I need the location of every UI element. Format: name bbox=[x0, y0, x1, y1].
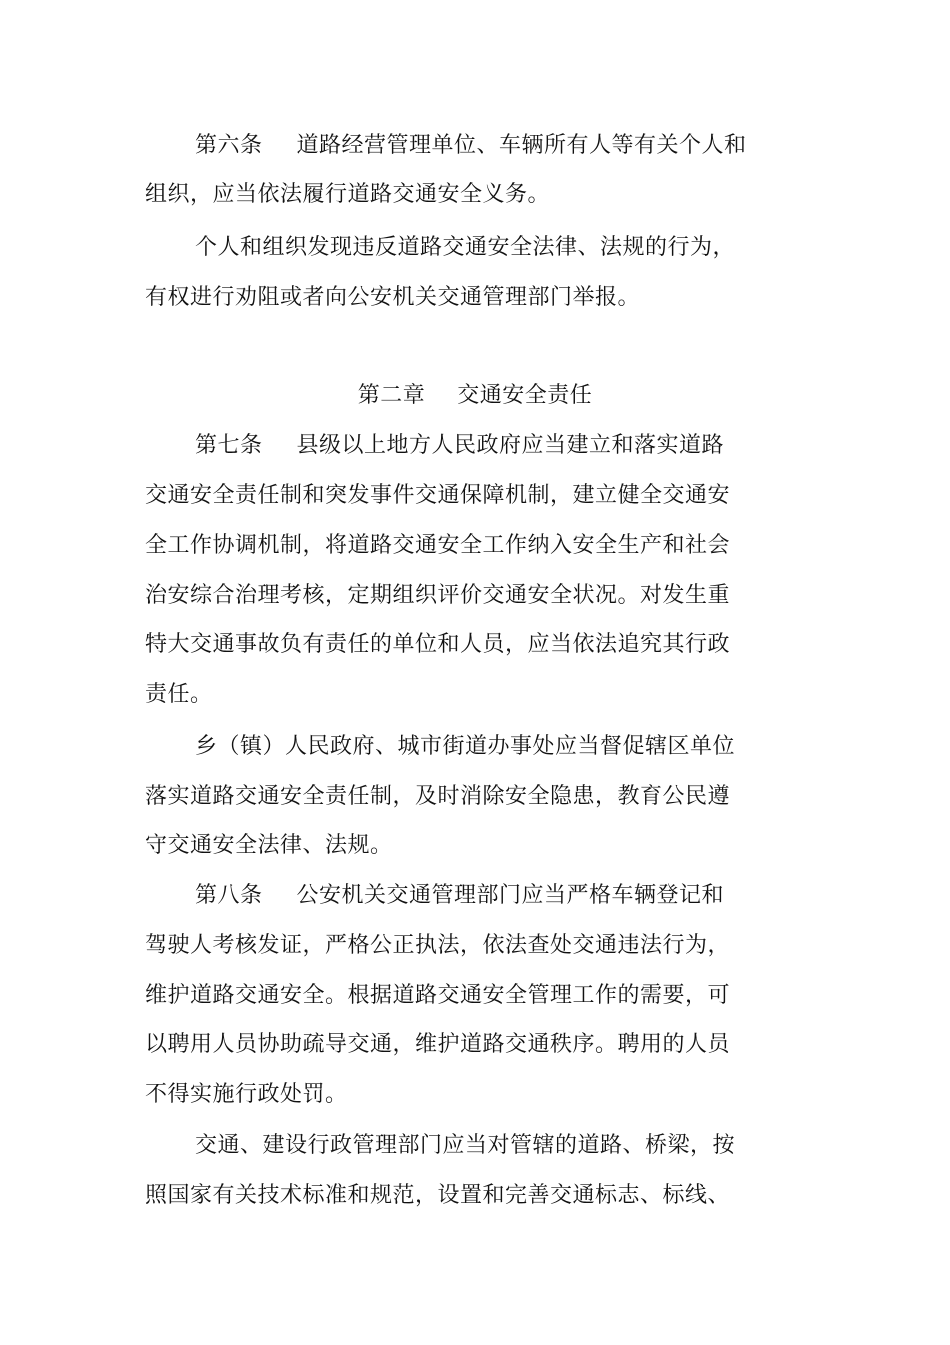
article-8-para-2-line-1: 交通、建设行政管理部门应当对管辖的道路、桥梁，按 bbox=[195, 1133, 736, 1158]
article-7-line-1 bbox=[195, 431, 724, 461]
article-7-line-6: 责任。 bbox=[145, 682, 213, 707]
article-7-para-2-line-2: 落实道路交通安全责任制，及时消除安全隐患，教育公民遵 bbox=[145, 784, 731, 809]
article-8-label: 第八条 bbox=[195, 883, 263, 908]
article-6-para-2-line-2: 有权进行劝阻或者向公安机关交通管理部门举报。 bbox=[145, 285, 641, 310]
article-6-para-2-line-1: 个人和组织发现违反道路交通安全法律、法规的行为， bbox=[195, 235, 736, 260]
article-6-text-1: 道路经营管理单位、车辆所有人等有关个人和 bbox=[296, 133, 747, 158]
article-7-label: 第七条 bbox=[195, 433, 263, 458]
article-6-label: 第六条 bbox=[195, 133, 263, 158]
article-8-para-2-line-2: 照国家有关技术标准和规范，设置和完善交通标志、标线、 bbox=[145, 1183, 731, 1208]
article-8-line-2: 驾驶人考核发证，严格公正执法，依法查处交通违法行为， bbox=[145, 933, 731, 958]
article-7-text-1: 县级以上地方人民政府应当建立和落实道路 bbox=[296, 433, 725, 458]
chapter-title: 交通安全责任 bbox=[457, 383, 593, 408]
article-8-line-1 bbox=[195, 881, 724, 911]
article-8-text-1: 公安机关交通管理部门应当严格车辆登记和 bbox=[296, 883, 725, 908]
article-7-para-2-line-3: 守交通安全法律、法规。 bbox=[145, 833, 393, 858]
article-7-line-3: 全工作协调机制，将道路交通安全工作纳入安全生产和社会 bbox=[145, 533, 731, 558]
article-8-line-3: 维护道路交通安全。根据道路交通安全管理工作的需要，可 bbox=[145, 983, 731, 1008]
article-7-line-5: 特大交通事故负有责任的单位和人员，应当依法追究其行政 bbox=[145, 632, 731, 657]
article-7-para-2-line-1: 乡（镇）人民政府、城市街道办事处应当督促辖区单位 bbox=[195, 734, 736, 759]
chapter-heading bbox=[0, 381, 950, 411]
article-7-line-2: 交通安全责任制和突发事件交通保障机制，建立健全交通安 bbox=[145, 483, 731, 508]
chapter-number: 第二章 bbox=[357, 383, 426, 408]
article-6-line-1 bbox=[195, 131, 747, 161]
article-8-line-4: 以聘用人员协助疏导交通，维护道路交通秩序。聘用的人员 bbox=[145, 1032, 731, 1057]
article-7-line-4: 治安综合治理考核，定期组织评价交通安全状况。对发生重 bbox=[145, 583, 731, 608]
article-6-line-2: 组织，应当依法履行道路交通安全义务。 bbox=[145, 182, 551, 207]
article-8-line-5: 不得实施行政处罚。 bbox=[145, 1082, 348, 1107]
